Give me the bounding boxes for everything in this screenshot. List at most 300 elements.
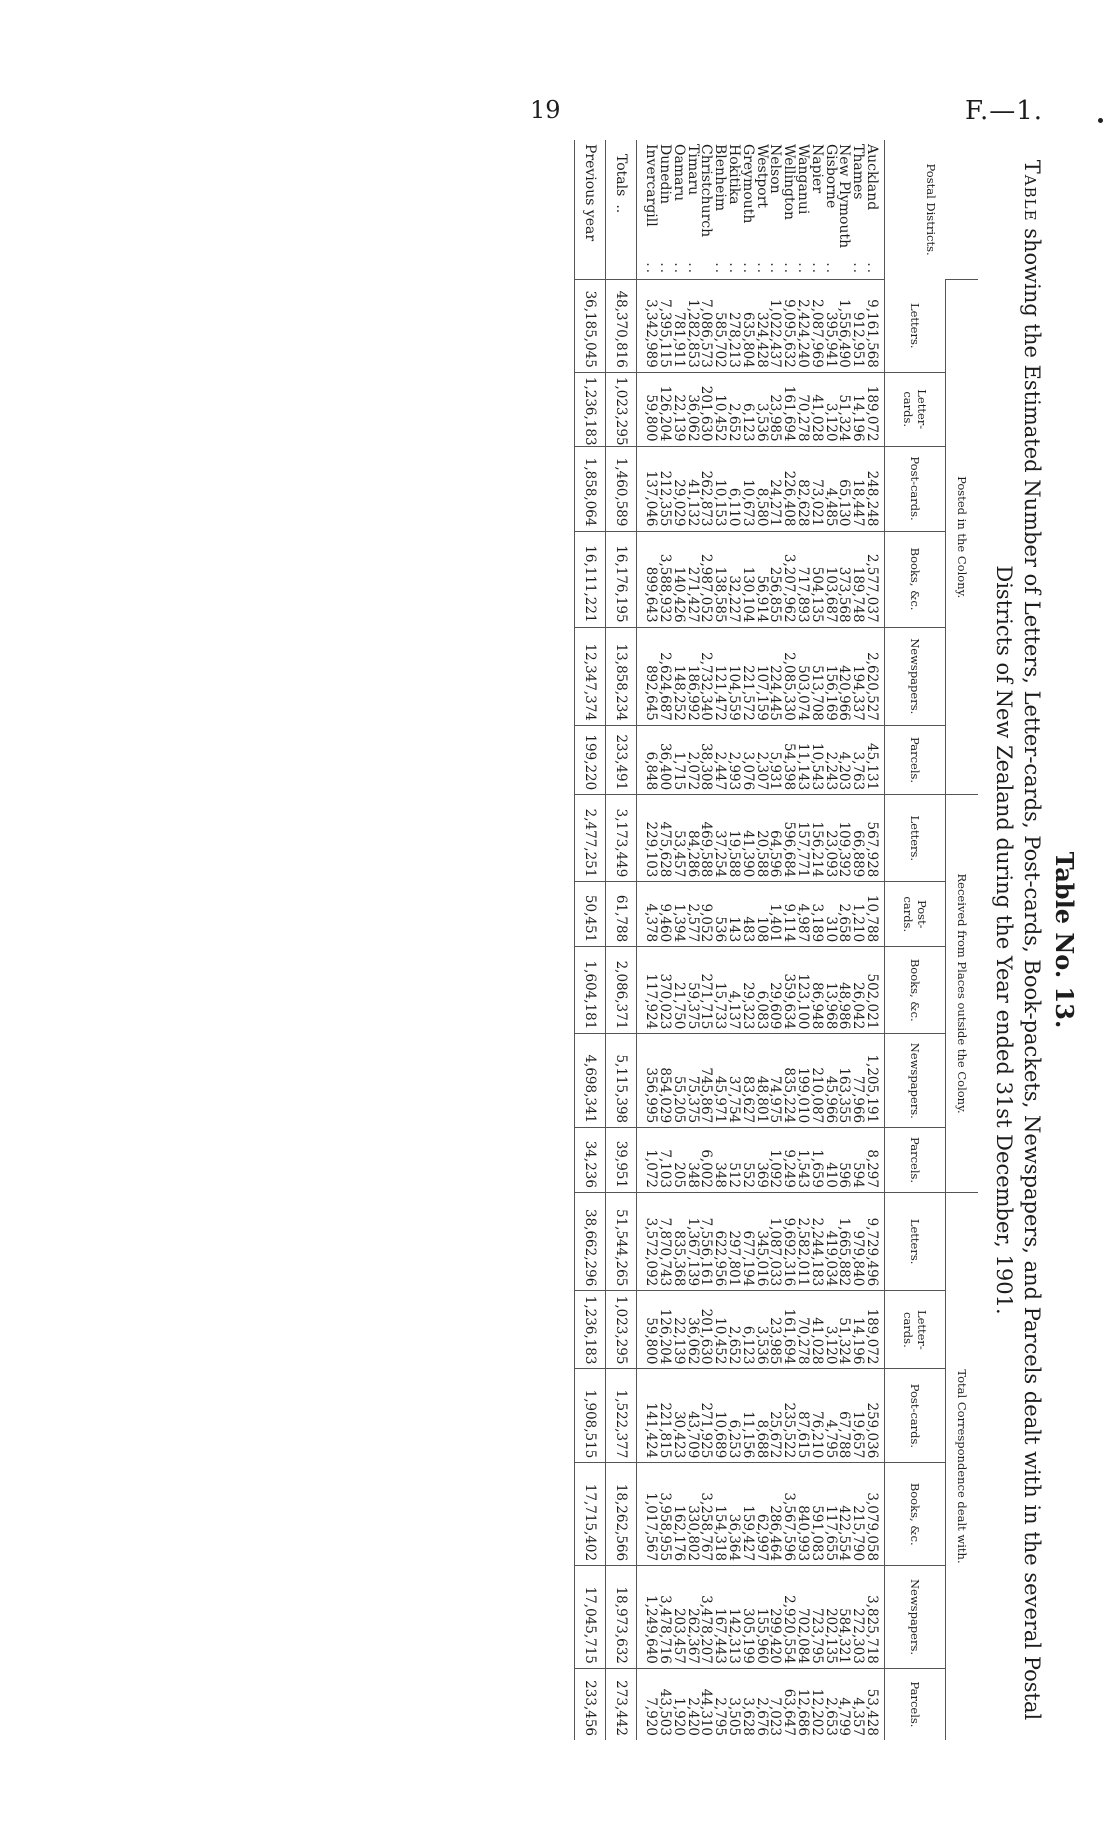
table-row — [823, 140, 837, 1740]
value-cell: 1,249,640 — [637, 1566, 657, 1669]
value-cell: 272,303 — [850, 1566, 864, 1669]
value-cell: 36,062 — [685, 1291, 699, 1369]
value-cell: 2,087,969 — [809, 280, 823, 373]
column-header: Newspapers. — [885, 1034, 946, 1128]
previous-year-value-cell: 4,698,341 — [575, 1034, 606, 1128]
value-cell: 6,002 — [699, 1128, 713, 1193]
district-cell — [781, 140, 798, 280]
district-name: Blenheim — [712, 144, 729, 212]
totals-value-cell: 16,176,195 — [606, 531, 637, 627]
value-cell: 2,577,037 — [864, 531, 884, 627]
value-cell: 359,634 — [781, 947, 795, 1034]
value-cell: 19,657 — [850, 1369, 864, 1463]
value-cell: 4,795 — [823, 1369, 837, 1463]
value-cell: 117,924 — [637, 947, 657, 1034]
leader-dots: .. — [712, 262, 729, 276]
value-cell: 12,686 — [795, 1668, 809, 1740]
value-cell: 324,428 — [754, 280, 768, 373]
totals-value-cell: 1,460,589 — [606, 446, 637, 531]
value-cell: 419,034 — [823, 1192, 837, 1290]
value-cell: 3,588,932 — [657, 531, 671, 627]
value-cell: 8,688 — [754, 1369, 768, 1463]
district-cell — [712, 140, 729, 280]
value-cell: 9,161,568 — [864, 280, 884, 373]
page-reference: F.—1. — [965, 96, 1044, 126]
value-cell: 67,788 — [837, 1369, 851, 1463]
table-row — [685, 140, 699, 1740]
value-cell: 123,100 — [795, 947, 809, 1034]
value-cell: 3,567,596 — [781, 1463, 795, 1566]
table-row — [712, 140, 726, 1740]
value-cell: 8,297 — [864, 1128, 884, 1193]
value-cell: 51,324 — [837, 1291, 851, 1369]
district-cell — [726, 140, 743, 280]
value-cell: 7,086,573 — [699, 280, 713, 373]
value-cell: 84,286 — [685, 795, 699, 882]
previous-year-value-cell: 1,236,183 — [575, 372, 606, 446]
table-row — [754, 140, 768, 1740]
value-cell: 3,076 — [740, 725, 754, 794]
value-cell: 6,110 — [726, 446, 740, 531]
value-cell: 3,628 — [740, 1668, 754, 1740]
value-cell: 912,951 — [850, 280, 864, 373]
value-cell: 7,023 — [768, 1668, 782, 1740]
value-cell: 11,143 — [795, 725, 809, 794]
value-cell: 108 — [754, 882, 768, 947]
value-cell: 143 — [726, 882, 740, 947]
totals-value-cell: 18,973,632 — [606, 1566, 637, 1669]
district-name: Thames — [850, 144, 867, 200]
value-cell: 163,355 — [837, 1034, 851, 1128]
value-cell: 159,427 — [740, 1463, 754, 1566]
value-cell: 854,029 — [657, 1034, 671, 1128]
totals-value-cell: 48,370,816 — [606, 280, 637, 373]
value-cell: 596,684 — [781, 795, 795, 882]
district-name: Auckland — [864, 144, 880, 211]
value-cell: 2,676 — [754, 1668, 768, 1740]
value-cell: 420,966 — [837, 627, 851, 725]
totals-value-cell: 273,442 — [606, 1668, 637, 1740]
value-cell: 156,214 — [809, 795, 823, 882]
value-cell: 622,956 — [712, 1192, 726, 1290]
value-cell: 126,204 — [657, 372, 671, 446]
previous-year-value-cell: 1,908,515 — [575, 1369, 606, 1463]
district-cell — [837, 140, 851, 280]
totals-value-cell: 5,115,398 — [606, 1034, 637, 1128]
table-row — [781, 140, 795, 1740]
value-cell: 330,802 — [685, 1463, 699, 1566]
value-cell: 25,672 — [768, 1369, 782, 1463]
value-cell: 552 — [740, 1128, 754, 1193]
district-cell — [657, 140, 674, 280]
value-cell: 36,400 — [657, 725, 671, 794]
totals-label: Totals — [613, 154, 630, 197]
value-cell: 1,401 — [768, 882, 782, 947]
table-row — [740, 140, 754, 1740]
value-cell: 138,585 — [712, 531, 726, 627]
value-cell: 45,966 — [823, 1034, 837, 1128]
value-cell: 70,278 — [795, 1291, 809, 1369]
previous-year-value-cell: 199,220 — [575, 725, 606, 794]
value-cell: 189,072 — [864, 372, 884, 446]
value-cell: 83,627 — [740, 1034, 754, 1128]
value-cell: 594 — [850, 1128, 864, 1193]
value-cell: 107,159 — [754, 627, 768, 725]
value-cell: 1,072 — [637, 1128, 657, 1193]
totals-value-cell: 61,788 — [606, 882, 637, 947]
value-cell: 9,052 — [699, 882, 713, 947]
value-cell: 59,800 — [637, 1291, 657, 1369]
value-cell: 235,522 — [781, 1369, 795, 1463]
value-cell: 36,062 — [685, 372, 699, 446]
value-cell: 2,795 — [712, 1668, 726, 1740]
value-cell: 104,559 — [726, 627, 740, 725]
value-cell: 2,732,340 — [699, 627, 713, 725]
value-cell: 167,443 — [712, 1566, 726, 1669]
value-cell: 224,445 — [768, 627, 782, 725]
value-cell: 10,452 — [712, 372, 726, 446]
value-cell: 1,087,033 — [768, 1192, 782, 1290]
column-header: Letter-cards. — [885, 372, 946, 446]
value-cell: 1,556,490 — [837, 280, 851, 373]
value-cell: 2,085,330 — [781, 627, 795, 725]
value-cell: 591,083 — [809, 1463, 823, 1566]
value-cell: 502,021 — [864, 947, 884, 1034]
value-cell: 53,428 — [864, 1668, 884, 1740]
value-cell: 37,754 — [726, 1034, 740, 1128]
value-cell: 6,083 — [754, 947, 768, 1034]
value-cell: 62,997 — [754, 1463, 768, 1566]
value-cell: 161,694 — [781, 1291, 795, 1369]
value-cell: 2,652 — [726, 1291, 740, 1369]
value-cell: 2,072 — [685, 725, 699, 794]
column-header: Post-cards. — [885, 446, 946, 531]
previous-year-row — [575, 140, 606, 1740]
value-cell: 3,258,767 — [699, 1463, 713, 1566]
leader-dots: .. — [643, 262, 660, 276]
value-cell: 87,615 — [795, 1369, 809, 1463]
value-cell: 109,392 — [837, 795, 851, 882]
district-name: Greymouth — [739, 144, 756, 224]
value-cell: 1,920 — [671, 1668, 685, 1740]
value-cell: 6,123 — [740, 372, 754, 446]
table-row — [637, 140, 657, 1740]
leader-dots: .. — [684, 262, 701, 276]
value-cell: 10,543 — [809, 725, 823, 794]
value-cell: 205 — [671, 1128, 685, 1193]
leader-dots: .. — [613, 204, 630, 214]
page-number: 19 — [530, 96, 561, 124]
value-cell: 63,647 — [781, 1668, 795, 1740]
value-cell: 66,889 — [850, 795, 864, 882]
value-cell: 271,427 — [685, 531, 699, 627]
previous-year-value-cell: 34,236 — [575, 1128, 606, 1193]
column-header: Letters. — [885, 1192, 946, 1290]
value-cell: 10,452 — [712, 1291, 726, 1369]
district-name: Dunedin — [657, 144, 674, 204]
value-cell: 43,709 — [685, 1369, 699, 1463]
value-cell: 186,992 — [685, 627, 699, 725]
value-cell: 2,577 — [685, 882, 699, 947]
value-cell: 54,398 — [781, 725, 795, 794]
district-name: Oamaru — [670, 144, 687, 202]
district-name: New Plymouth — [836, 144, 853, 249]
value-cell: 835,224 — [781, 1034, 795, 1128]
value-cell: 9,729,496 — [864, 1192, 884, 1290]
value-cell: 3,120 — [823, 372, 837, 446]
previous-year-value-cell: 12,347,374 — [575, 627, 606, 725]
value-cell: 356,995 — [637, 1034, 657, 1128]
value-cell: 121,472 — [712, 627, 726, 725]
value-cell: 20,588 — [754, 795, 768, 882]
value-cell: 3,572,092 — [637, 1192, 657, 1290]
value-cell: 29,029 — [671, 446, 685, 531]
value-cell: 22,139 — [671, 1291, 685, 1369]
value-cell: 82,628 — [795, 446, 809, 531]
value-cell: 65,130 — [837, 446, 851, 531]
value-cell: 469,588 — [699, 795, 713, 882]
previous-year-value-cell: 17,715,402 — [575, 1463, 606, 1566]
leader-dots: .. — [657, 262, 674, 276]
value-cell: 210,087 — [809, 1034, 823, 1128]
header-postal-districts: Postal Districts. — [885, 140, 979, 280]
value-cell: 3,763 — [850, 725, 864, 794]
district-name: Hokitika — [726, 144, 743, 205]
totals-value-cell: 39,951 — [606, 1128, 637, 1193]
value-cell: 2,993 — [726, 725, 740, 794]
table-row — [809, 140, 823, 1740]
value-cell: 899,643 — [637, 531, 657, 627]
column-header: Parcels. — [885, 1668, 946, 1740]
value-cell: 4,203 — [837, 725, 851, 794]
value-cell: 3,207,962 — [781, 531, 795, 627]
value-cell: 199,010 — [795, 1034, 809, 1128]
value-cell: 567,928 — [864, 795, 884, 882]
value-cell: 103,687 — [823, 531, 837, 627]
value-cell: 221,572 — [740, 627, 754, 725]
value-cell: 310 — [823, 882, 837, 947]
value-cell: 41,390 — [740, 795, 754, 882]
value-cell: 6,253 — [726, 1369, 740, 1463]
previous-year-value-cell: 1,236,183 — [575, 1291, 606, 1369]
group-header-total: Total Correspondence dealt with. — [946, 1192, 979, 1740]
leader-dots: .. — [850, 262, 867, 276]
leader-dots: .. — [670, 262, 687, 276]
value-cell: 37,254 — [712, 795, 726, 882]
value-cell: 781,911 — [671, 280, 685, 373]
value-cell: 7,395,115 — [657, 280, 671, 373]
value-cell: 305,199 — [740, 1566, 754, 1669]
value-cell: 717,893 — [795, 531, 809, 627]
totals-value-cell: 233,491 — [606, 725, 637, 794]
value-cell: 286,464 — [768, 1463, 782, 1566]
value-cell: 44,310 — [699, 1668, 713, 1740]
value-cell: 226,408 — [781, 446, 795, 531]
value-cell: 256,855 — [768, 531, 782, 627]
value-cell: 41,028 — [809, 372, 823, 446]
value-cell: 979,840 — [850, 1192, 864, 1290]
value-cell: 410 — [823, 1128, 837, 1193]
totals-value-cell: 2,086,371 — [606, 947, 637, 1034]
value-cell: 348 — [712, 1128, 726, 1193]
value-cell: 215,790 — [850, 1463, 864, 1566]
value-cell: 189,072 — [864, 1291, 884, 1369]
group-header-received: Received from Places outside the Colony. — [946, 795, 979, 1193]
district-cell — [699, 140, 713, 280]
value-cell: 189,748 — [850, 531, 864, 627]
caption-lead: Table — [1020, 159, 1044, 222]
previous-year-value-cell: 17,045,715 — [575, 1566, 606, 1669]
value-cell: 369 — [754, 1128, 768, 1193]
value-cell: 297,801 — [726, 1192, 740, 1290]
value-cell: 162,176 — [671, 1463, 685, 1566]
value-cell: 156,169 — [823, 627, 837, 725]
value-cell: 203,457 — [671, 1566, 685, 1669]
value-cell: 262,873 — [699, 446, 713, 531]
previous-year-value-cell: 233,456 — [575, 1668, 606, 1740]
column-header: Post-cards. — [885, 1369, 946, 1463]
table-row — [837, 140, 851, 1740]
value-cell: 22,139 — [671, 372, 685, 446]
value-cell: 395,941 — [823, 280, 837, 373]
value-cell: 157,771 — [795, 795, 809, 882]
value-cell: 1,210 — [850, 882, 864, 947]
value-cell: 1,715 — [671, 725, 685, 794]
value-cell: 2,424,240 — [795, 280, 809, 373]
value-cell: 4,485 — [823, 446, 837, 531]
value-cell: 48,986 — [837, 947, 851, 1034]
value-cell: 840,993 — [795, 1463, 809, 1566]
value-cell: 10,673 — [740, 446, 754, 531]
correspondence-table — [575, 140, 978, 1740]
leader-dots: .. — [822, 262, 839, 276]
value-cell: 7,920 — [637, 1668, 657, 1740]
value-cell: 38,308 — [699, 725, 713, 794]
value-cell: 1,022,437 — [768, 280, 782, 373]
value-cell: 262,367 — [685, 1566, 699, 1669]
value-cell: 7,103 — [657, 1128, 671, 1193]
leader-dots: .. — [808, 262, 825, 276]
district-cell — [754, 140, 768, 280]
value-cell: 6,848 — [637, 725, 657, 794]
value-cell: 73,021 — [809, 446, 823, 531]
leader-dots: .. — [753, 262, 770, 276]
value-cell: 56,914 — [754, 531, 768, 627]
value-cell: 475,628 — [657, 795, 671, 882]
value-cell: 15,733 — [712, 947, 726, 1034]
value-cell: 9,692,316 — [781, 1192, 795, 1290]
table-row — [726, 140, 740, 1740]
value-cell: 41,028 — [809, 1291, 823, 1369]
value-cell: 13,968 — [823, 947, 837, 1034]
district-cell — [768, 140, 782, 280]
value-cell: 422,554 — [837, 1463, 851, 1566]
value-cell: 130,104 — [740, 531, 754, 627]
value-cell: 1,543 — [795, 1128, 809, 1193]
value-cell: 3,342,989 — [637, 280, 657, 373]
value-cell: 2,582,011 — [795, 1192, 809, 1290]
value-cell: 148,252 — [671, 627, 685, 725]
leader-dots: .. — [864, 262, 880, 276]
column-header: Books, &c. — [885, 531, 946, 627]
value-cell: 271,715 — [699, 947, 713, 1034]
district-cell — [850, 140, 867, 280]
value-cell: 4,137 — [726, 947, 740, 1034]
value-cell: 2,420 — [685, 1668, 699, 1740]
district-name: Invercargill — [643, 144, 660, 227]
totals-value-cell: 51,544,265 — [606, 1192, 637, 1290]
value-cell: 635,804 — [740, 280, 754, 373]
value-cell: 59,375 — [685, 947, 699, 1034]
leader-dots: .. — [781, 262, 798, 276]
value-cell: 86,948 — [809, 947, 823, 1034]
value-cell: 10,788 — [864, 882, 884, 947]
value-cell: 45,971 — [712, 1034, 726, 1128]
value-cell: 51,324 — [837, 372, 851, 446]
value-cell: 2,243 — [823, 725, 837, 794]
previous-year-value-cell: 2,477,251 — [575, 795, 606, 882]
value-cell: 161,694 — [781, 372, 795, 446]
value-cell: 892,645 — [637, 627, 657, 725]
group-header-posted: Posted in the Colony. — [946, 280, 979, 795]
value-cell: 677,194 — [740, 1192, 754, 1290]
value-cell: 7,870,743 — [657, 1192, 671, 1290]
column-header: Newspapers. — [885, 627, 946, 725]
district-cell — [823, 140, 837, 280]
value-cell: 503,074 — [795, 627, 809, 725]
value-cell: 23,093 — [823, 795, 837, 882]
value-cell: 2,307 — [754, 725, 768, 794]
value-cell: 202,135 — [823, 1566, 837, 1669]
value-cell: 504,135 — [809, 531, 823, 627]
value-cell: 9,114 — [781, 882, 795, 947]
value-cell: 723,795 — [809, 1566, 823, 1669]
value-cell: 2,244,183 — [809, 1192, 823, 1290]
rotated-table-block — [282, 140, 1082, 1740]
column-header: Parcels. — [885, 1128, 946, 1193]
value-cell: 74,975 — [768, 1034, 782, 1128]
value-cell: 7,556,161 — [699, 1192, 713, 1290]
totals-value-cell: 1,522,377 — [606, 1369, 637, 1463]
value-cell: 259,036 — [864, 1369, 884, 1463]
value-cell: 4,987 — [795, 882, 809, 947]
totals-value-cell: 1,023,295 — [606, 1291, 637, 1369]
value-cell: 8,580 — [754, 446, 768, 531]
value-cell: 26,042 — [850, 947, 864, 1034]
value-cell: 76,210 — [809, 1369, 823, 1463]
district-cell — [864, 140, 884, 280]
column-header: Letters. — [885, 795, 946, 882]
value-cell: 512 — [726, 1128, 740, 1193]
value-cell: 43,503 — [657, 1668, 671, 1740]
value-cell: 23,985 — [768, 372, 782, 446]
leader-dots: .. — [795, 262, 812, 276]
previous-year-value-cell: 38,662,296 — [575, 1192, 606, 1290]
table-row — [850, 140, 864, 1740]
totals-label-cell — [606, 140, 637, 280]
value-cell: 141,424 — [637, 1369, 657, 1463]
previous-year-value-cell: 50,451 — [575, 882, 606, 947]
value-cell: 1,205,191 — [864, 1034, 884, 1128]
value-cell: 18,447 — [850, 446, 864, 531]
value-cell: 345,016 — [754, 1192, 768, 1290]
value-cell: 348 — [685, 1128, 699, 1193]
column-header: Books, &c. — [885, 947, 946, 1034]
value-cell: 36,364 — [726, 1463, 740, 1566]
district-name: Wanganui — [795, 144, 812, 215]
value-cell: 745,867 — [699, 1034, 713, 1128]
previous-year-value-cell: 1,858,064 — [575, 446, 606, 531]
